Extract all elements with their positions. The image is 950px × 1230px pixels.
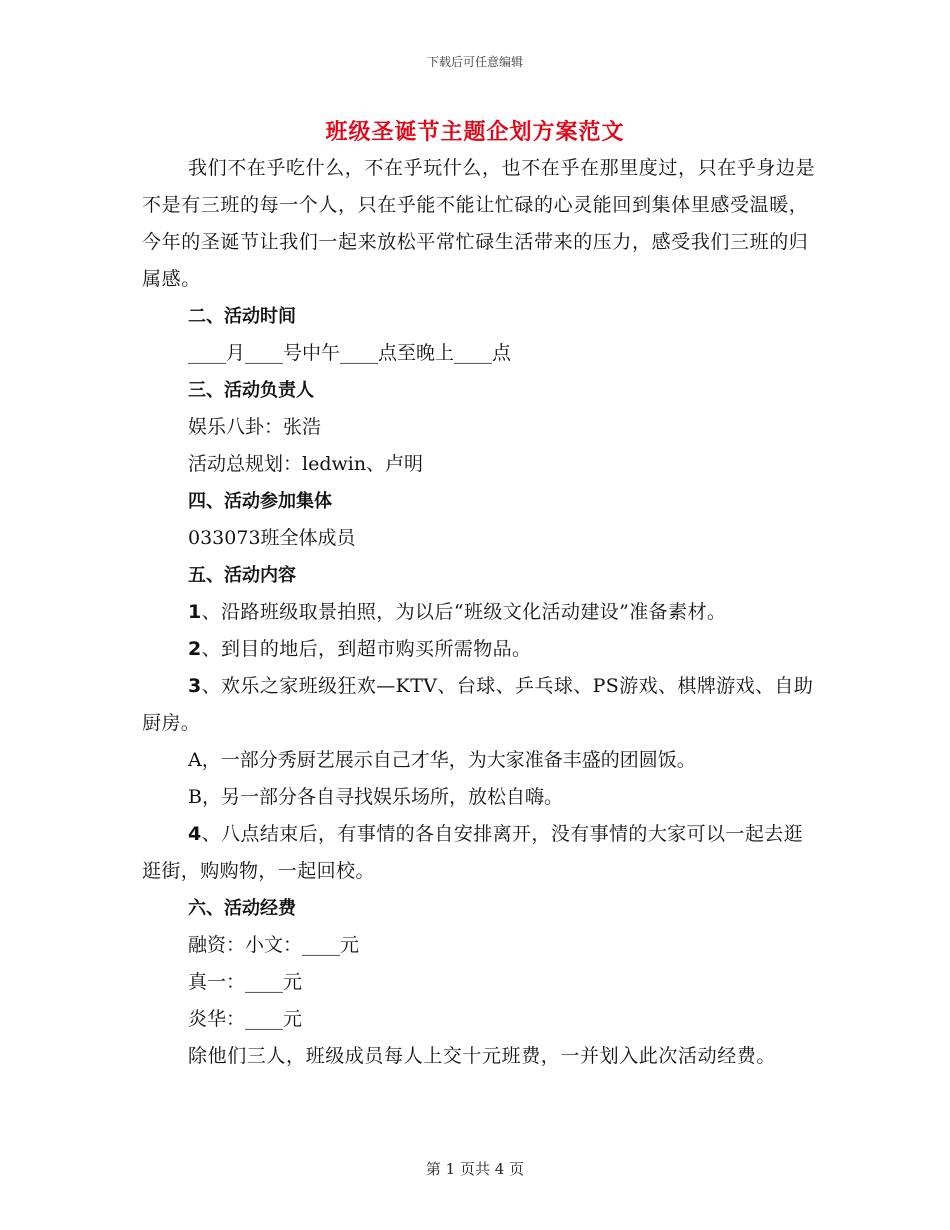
leader-line-planner: 活动总规划：ledwin、卢明 bbox=[188, 453, 424, 475]
document-title: 班级圣诞节主题企划方案范文 bbox=[325, 119, 625, 145]
item-text: 、到目的地后，到超市购买所需物品。 bbox=[201, 638, 532, 660]
content-item-2 bbox=[142, 631, 822, 668]
section-heading-content: 五、活动内容 bbox=[188, 565, 296, 586]
item-number: 2 bbox=[188, 638, 202, 660]
document-body bbox=[142, 150, 822, 1075]
page-header: 下载后可任意编辑 bbox=[426, 55, 523, 69]
item-number: 3 bbox=[188, 675, 202, 697]
item-number: 1 bbox=[188, 601, 202, 623]
item-text: 、欢乐之家班级狂欢—KTV、台球、乒乓球、PS游戏、棋牌游戏、自助厨房。 bbox=[142, 675, 814, 734]
budget-closing-paragraph: 除他们三人，班级成员每人上交十元班费，一并划入此次活动经费。 bbox=[188, 1045, 777, 1067]
leader-line-entertainment: 娱乐八卦：张浩 bbox=[188, 416, 322, 438]
content-item-3 bbox=[142, 668, 822, 742]
section-heading-participants: 四、活动参加集体 bbox=[188, 491, 332, 512]
activity-time-line: ____月____号中午____点至晚上____点 bbox=[188, 342, 512, 364]
item-text: 、沿路班级取景拍照，为以后“班级文化活动建设”准备素材。 bbox=[201, 601, 727, 623]
section-heading-leaders: 三、活动负责人 bbox=[188, 380, 314, 401]
content-subitem-b: B，另一部分各自寻找娱乐场所，放松自嗨。 bbox=[188, 786, 563, 808]
content-item-1 bbox=[142, 594, 822, 631]
budget-line-1: 融资：小文：____元 bbox=[188, 934, 360, 956]
budget-line-3: 炎华：____元 bbox=[188, 1008, 303, 1030]
section-heading-time: 二、活动时间 bbox=[188, 306, 296, 327]
participants-line: 033073班全体成员 bbox=[188, 527, 356, 549]
content-subitem-a: A，一部分秀厨艺展示自己才华，为大家准备丰盛的团圆饭。 bbox=[188, 749, 696, 771]
section-heading-budget: 六、活动经费 bbox=[188, 898, 296, 919]
budget-line-2: 真一：____元 bbox=[188, 971, 303, 993]
page-footer: 第 1 页共 4 页 bbox=[425, 1160, 525, 1178]
item-text: 、八点结束后，有事情的各自安排离开，没有事情的大家可以一起去逛逛街，购购物，一起回校。 bbox=[142, 823, 804, 882]
intro-paragraph: 我们不在乎吃什么，不在乎玩什么，也不在乎在那里度过，只在乎身边是不是有三班的每一个人，只在乎能不能让忙碌的心灵能回到集体里感受温暖，今年的圣诞节让我们一起来放松平常忙碌生活带来的压力，感受我们三班的归属感。 bbox=[142, 157, 816, 290]
item-number: 4 bbox=[188, 823, 202, 845]
content-item-4 bbox=[142, 816, 822, 890]
